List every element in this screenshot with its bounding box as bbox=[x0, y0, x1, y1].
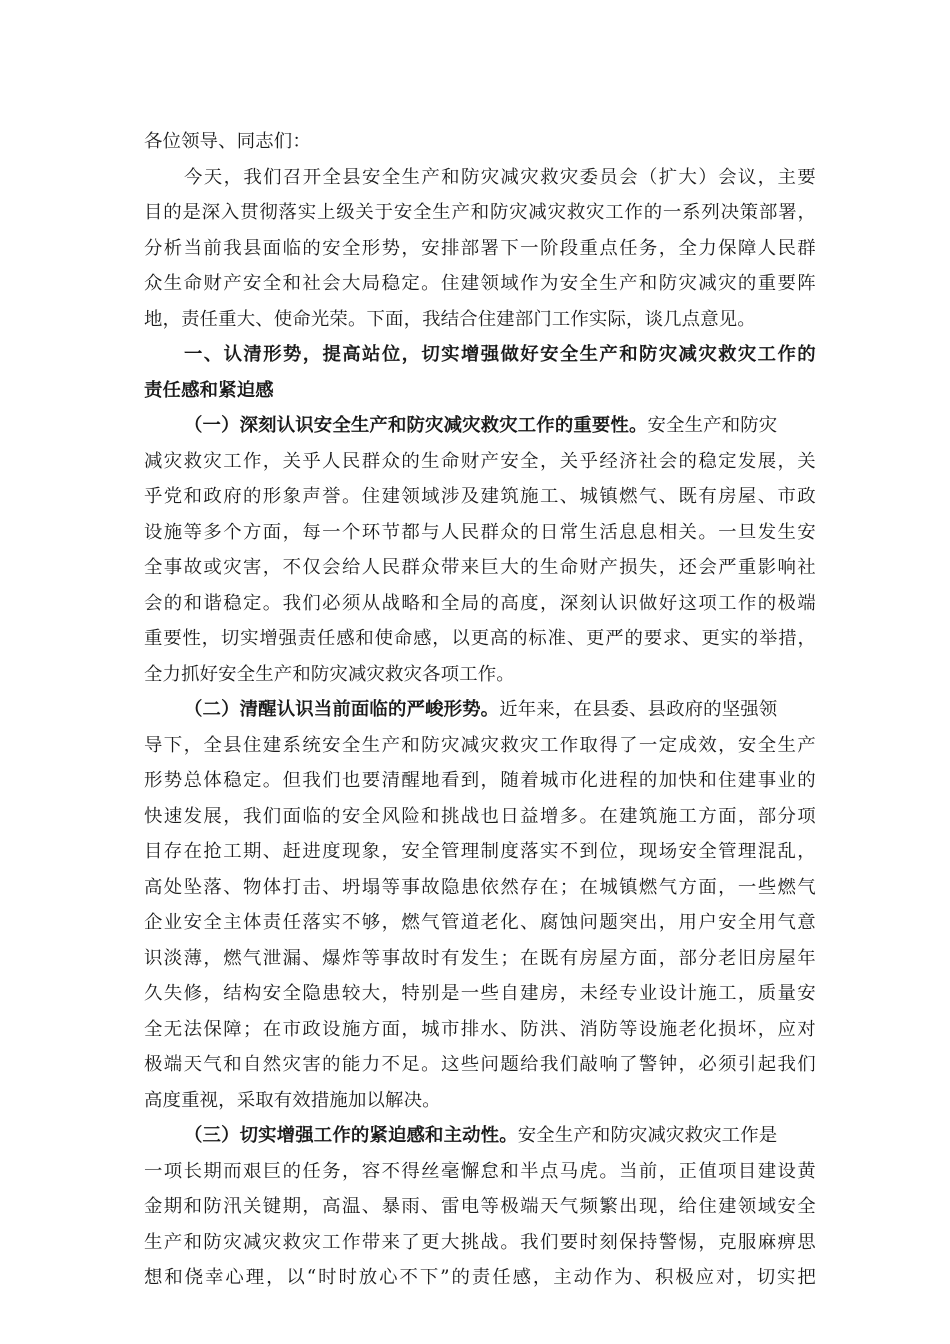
subsection-1 bbox=[144, 408, 816, 692]
body-line: 生 产 和 防 灾 减 灾 救 灾 工 作 带 来 了 更 大 挑 战 。 我 们 要 时 刻 保 持 警 惕 ， 克 服 麻 痹 思 bbox=[144, 1231, 816, 1253]
body-line: 减 灾 救 灾 工 作 ， 关 乎 人 民 群 众 的 生 命 财 产 安 全 ， 关 乎 经 济 社 会 的 稳 定 发 展 ， 关 bbox=[144, 450, 816, 472]
subsection-2 bbox=[144, 692, 816, 1118]
body-line: 极 端 天 气 和 自 然 灾 害 的 能 力 不 足 。 这 些 问 题 给 我 们 敲 响 了 警 钟 ， 必 须 引 起 我 们 bbox=[144, 1054, 816, 1075]
body-line: 快 速 发 展 ， 我 们 面 临 的 安 全 风 险 和 挑 战 也 日 益 增 多 。 在 建 筑 施 工 方 面 ， 部 分 项 bbox=[144, 805, 816, 827]
subsection-text: 近年来，在县委、县政府的坚强领 bbox=[499, 699, 778, 720]
document-page bbox=[144, 124, 816, 1296]
intro-line: 地，责任重大、使命光荣。下面，我结合住建部门工作实际，谈几点意见。 bbox=[144, 308, 756, 330]
body-line: 想 和 侥 幸 心 理 ， 以 “ 时 时 放 心 不 下 ” 的 责 任 感 ， 主 动 作 为 、 积 极 应 对 ， 切 实 把 bbox=[144, 1267, 816, 1288]
body-line: 导 下 ， 全 县 住 建 系 统 安 全 生 产 和 防 灾 减 灾 救 灾 工 作 取 得 了 一 定 成 效 ， 安 全 生 产 bbox=[144, 734, 816, 756]
body-line: 目 存 在 抢 工 期 、 赶 进 度 现 象 ， 安 全 管 理 制 度 落 实 不 到 位 ， 现 场 安 全 管 理 混 乱 ， bbox=[144, 841, 816, 862]
body-line: 企 业 安 全 主 体 责 任 落 实 不 够 ， 燃 气 管 道 老 化 、 腐 蚀 问 题 突 出 ， 用 户 安 全 用 气 意 bbox=[144, 912, 816, 933]
subsection-title: （三）切实增强工作的紧迫感和主动性。 bbox=[184, 1125, 518, 1146]
body-line: 全 事 故 或 灾 害 ， 不 仅 会 给 人 民 群 众 带 来 巨 大 的 生 命 财 产 损 失 ， 还 会 严 重 影 响 社 bbox=[144, 557, 816, 578]
section-heading-1 bbox=[144, 337, 816, 408]
intro-line: 今 天 ， 我 们 召 开 全 县 安 全 生 产 和 防 灾 减 灾 救 灾 委 员 会 （ 扩 大 ） 会 议 ， 主 要 bbox=[184, 166, 816, 188]
body-line: 全力抓好安全生产和防灾减灾救灾各项工作。 bbox=[144, 663, 515, 685]
body-line: 乎 党 和 政 府 的 形 象 声 誉 。 住 建 领 域 涉 及 建 筑 施 工 、 城 镇 燃 气 、 既 有 房 屋 、 市 政 bbox=[144, 486, 816, 507]
salutation: 各位领导、同志们： bbox=[144, 131, 311, 152]
body-line: 高 处 坠 落 、 物 体 打 击 、 坍 塌 等 事 故 隐 患 依 然 存 在 ； 在 城 镇 燃 气 方 面 ， 一 些 燃 气 bbox=[144, 876, 816, 898]
body-line: 一 项 长 期 而 艰 巨 的 任 务 ， 容 不 得 丝 毫 懈 怠 和 半 点 马 虎 。 当 前 ， 正 值 项 目 建 设 黄 bbox=[144, 1160, 816, 1182]
body-line: 久 失 修 ， 结 构 安 全 隐 患 较 大 ， 特 别 是 一 些 自 建 房 ， 未 经 专 业 设 计 施 工 ， 质 量 安 bbox=[144, 983, 816, 1004]
heading-line: 责任感和紧迫感 bbox=[144, 379, 274, 401]
subsection-first-line bbox=[144, 1118, 816, 1154]
body-line: 设 施 等 多 个 方 面 ， 每 一 个 环 节 都 与 人 民 群 众 的 日 常 生 活 息 息 相 关 。 一 旦 发 生 安 bbox=[144, 521, 816, 543]
body-line: 识 淡 薄 ， 燃 气 泄 漏 、 爆 炸 等 事 故 时 有 发 生 ； 在 既 有 房 屋 方 面 ， 部 分 老 旧 房 屋 年 bbox=[144, 947, 816, 969]
body-line: 会 的 和 谐 稳 定 。 我 们 必 须 从 战 略 和 全 局 的 高 度 ， 深 刻 认 识 做 好 这 项 工 作 的 极 端 bbox=[144, 592, 816, 614]
body-line: 高度重视，采取有效措施加以解决。 bbox=[144, 1089, 441, 1111]
intro-line: 众 生 命 财 产 安 全 和 社 会 大 局 稳 定 。 住 建 领 域 作 为 安 全 生 产 和 防 灾 减 灾 的 重 要 阵 bbox=[144, 273, 816, 294]
body-line: 全 无 法 保 障 ； 在 市 政 设 施 方 面 ， 城 市 排 水 、 防 洪 、 消 防 等 设 施 老 化 损 坏 ， 应 对 bbox=[144, 1018, 816, 1040]
subsection-text: 安全生产和防灾减灾救灾工作是 bbox=[517, 1125, 778, 1146]
intro-line: 目 的 是 深 入 贯 彻 落 实 上 级 关 于 安 全 生 产 和 防 灾 减 灾 救 灾 工 作 的 一 系 列 决 策 部 署 ， bbox=[144, 202, 816, 223]
heading-line: 一 、 认 清 形 势 ， 提 高 站 位 ， 切 实 增 强 做 好 安 全 生 产 和 防 灾 减 灾 救 灾 工 作 的 bbox=[184, 344, 816, 365]
body-line: 形 势 总 体 稳 定 。 但 我 们 也 要 清 醒 地 看 到 ， 随 着 城 市 化 进 程 的 加 快 和 住 建 事 业 的 bbox=[144, 770, 816, 791]
intro-line: 分 析 当 前 我 县 面 临 的 安 全 形 势 ， 安 排 部 署 下 一 阶 段 重 点 任 务 ， 全 力 保 障 人 民 群 bbox=[144, 237, 816, 259]
intro-paragraph bbox=[144, 160, 816, 338]
subsection-first-line bbox=[144, 692, 816, 728]
subsection-title: （一）深刻认识安全生产和防灾减灾救灾工作的重要性。 bbox=[184, 415, 648, 436]
subsection-title: （二）清醒认识当前面临的严峻形势。 bbox=[184, 699, 500, 720]
body-line: 重 要 性 ， 切 实 增 强 责 任 感 和 使 命 感 ， 以 更 高 的 标 准 、 更 严 的 要 求 、 更 实 的 举 措 ， bbox=[144, 628, 816, 649]
subsection-first-line bbox=[144, 408, 816, 444]
subsection-text: 安全生产和防灾 bbox=[647, 415, 778, 436]
subsection-3 bbox=[144, 1118, 816, 1296]
body-line: 金 期 和 防 汛 关 键 期 ， 高 温 、 暴 雨 、 雷 电 等 极 端 天 气 频 繁 出 现 ， 给 住 建 领 域 安 全 bbox=[144, 1196, 816, 1217]
